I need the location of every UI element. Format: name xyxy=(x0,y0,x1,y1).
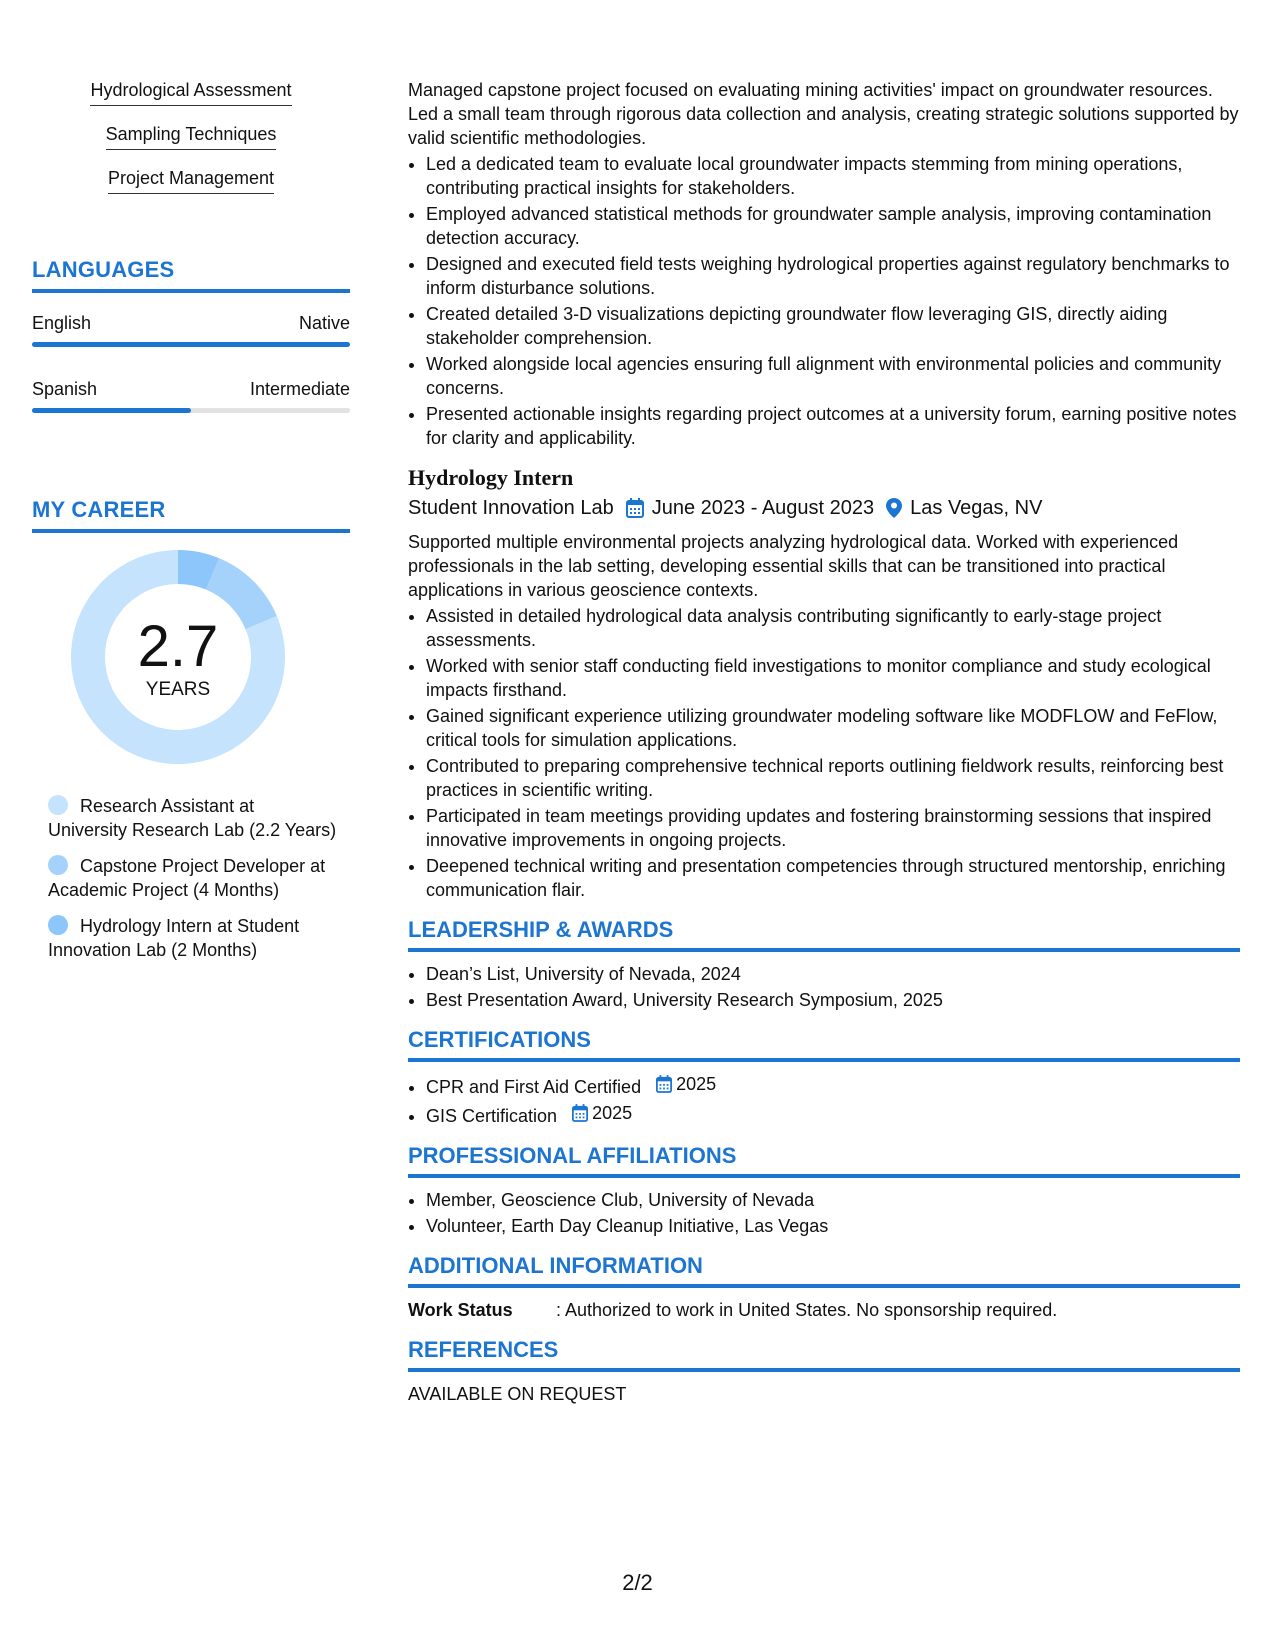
intern-summary: Supported multiple environmental projects analyzing hydrological data. Worked with experienced professionals in the lab setting, developing essential skills that can be transitioned into practical applications in various geoscience contexts. xyxy=(408,532,1179,600)
legend-dot xyxy=(48,855,68,875)
career-total-years: 2.7 xyxy=(137,614,219,679)
list-item: • Created detailed 3-D visualizations depicting groundwater flow leveraging GIS, directly aiding stakeholder comprehension. xyxy=(426,302,1240,350)
section-divider xyxy=(408,948,1240,952)
references-heading: REFERENCES xyxy=(408,1337,559,1362)
intern-bullets xyxy=(408,604,1240,902)
skills-list xyxy=(32,78,350,194)
affiliations-list xyxy=(408,1188,1240,1238)
languages-heading: LANGUAGES xyxy=(32,257,175,282)
certification-year: 2025 xyxy=(676,1074,717,1094)
section-divider xyxy=(408,1174,1240,1178)
language-name: English xyxy=(32,313,92,333)
location-pin-icon xyxy=(886,498,902,518)
list-item: • Assisted in detailed hydrological data analysis contributing significantly to early-stage project assessments. xyxy=(426,604,1240,652)
career-heading: MY CAREER xyxy=(32,497,166,522)
job-dates: June 2023 - August 2023 xyxy=(651,497,875,519)
career-legend-item: Research Assistant at University Research Lab (2.2 Years) xyxy=(48,796,337,840)
language-level: Native xyxy=(298,313,350,333)
page-number: 2/2 xyxy=(622,1570,653,1595)
capstone-summary: Managed capstone project focused on evaluating mining activities' impact on groundwater resources. Led a small team through rigorous data collection and analysis, creating strategic solutions supported by valid scientific methodologies. xyxy=(408,80,1239,148)
calendar-icon xyxy=(626,498,644,518)
section-divider xyxy=(32,529,350,533)
list-item: • Contributed to preparing comprehensive technical reports outlining fieldwork results, reinforcing best practices in scientific writing. xyxy=(426,754,1240,802)
list-item: • Member, Geoscience Club, University of Nevada xyxy=(426,1188,1240,1212)
list-item: • Worked with senior staff conducting field investigations to monitor compliance and study ecological impacts firsthand. xyxy=(426,654,1240,702)
legend-dot xyxy=(48,795,68,815)
additional-info-heading: ADDITIONAL INFORMATION xyxy=(408,1253,703,1278)
certification-name: GIS Certification xyxy=(426,1106,558,1126)
career-total-unit: YEARS xyxy=(145,679,211,700)
list-item: • Led a dedicated team to evaluate local groundwater impacts stemming from mining operations, contributing practical insights for stakeholders. xyxy=(426,152,1240,200)
list-item: • Dean’s List, University of Nevada, 2024 xyxy=(426,962,1240,986)
language-proficiency-fill xyxy=(32,342,350,347)
list-item: • Worked alongside local agencies ensuring full alignment with environmental policies and community concerns. xyxy=(426,352,1240,400)
skill-item: Hydrological Assessment xyxy=(32,78,350,106)
calendar-icon xyxy=(572,1104,588,1122)
list-item: • Presented actionable insights regarding project outcomes at a university forum, earning positive notes for clarity and applicability. xyxy=(426,402,1240,450)
work-status-value: : Authorized to work in United States. No sponsorship required. xyxy=(556,1300,1058,1320)
list-item xyxy=(426,1072,1240,1099)
section-divider xyxy=(408,1368,1240,1372)
capstone-bullets xyxy=(408,152,1240,450)
list-item: • Deepened technical writing and presentation competencies through structured mentorship, enriching communication flair. xyxy=(426,854,1240,902)
job-company: Student Innovation Lab xyxy=(408,497,614,519)
list-item: • Volunteer, Earth Day Cleanup Initiative, Las Vegas xyxy=(426,1214,1240,1238)
language-proficiency-bar xyxy=(32,408,350,413)
language-item xyxy=(32,377,350,413)
certification-name: CPR and First Aid Certified xyxy=(426,1077,642,1097)
career-legend-item: Hydrology Intern at Student Innovation Lab (2 Months) xyxy=(48,916,300,960)
section-divider xyxy=(32,289,350,293)
certification-year: 2025 xyxy=(592,1103,633,1123)
left-column xyxy=(32,78,350,522)
career-donut-chart xyxy=(66,545,290,769)
languages-section xyxy=(32,256,350,413)
career-legend-item: Capstone Project Developer at Academic Project (4 Months) xyxy=(48,856,326,900)
list-item xyxy=(426,1101,1240,1128)
certifications-heading: CERTIFICATIONS xyxy=(408,1027,591,1052)
references-text: AVAILABLE ON REQUEST xyxy=(408,1384,627,1404)
list-item: • Designed and executed field tests weighing hydrological properties against regulatory benchmarks to inform disturbance solutions. xyxy=(426,252,1240,300)
language-item xyxy=(32,311,350,347)
list-item: • Employed advanced statistical methods for groundwater sample analysis, improving contamination detection accuracy. xyxy=(426,202,1240,250)
awards-heading: LEADERSHIP & AWARDS xyxy=(408,917,674,942)
career-legend xyxy=(48,794,338,974)
language-proficiency-fill xyxy=(32,408,191,413)
list-item: • Participated in team meetings providing updates and fostering brainstorming sessions that inspired innovative improvements in ongoing projects. xyxy=(426,804,1240,852)
calendar-icon xyxy=(656,1075,672,1093)
language-level: Intermediate xyxy=(249,379,350,399)
section-divider xyxy=(408,1058,1240,1062)
list-item: • Gained significant experience utilizing groundwater modeling software like MODFLOW and FeFlow, critical tools for simulation applications. xyxy=(426,704,1240,752)
language-proficiency-bar xyxy=(32,342,350,347)
language-name: Spanish xyxy=(32,379,98,399)
section-divider xyxy=(408,1284,1240,1288)
certifications-list xyxy=(408,1072,1240,1128)
awards-list xyxy=(408,962,1240,1012)
career-section xyxy=(32,496,350,533)
job-meta xyxy=(408,494,1240,522)
work-status-row xyxy=(408,1298,1240,1322)
right-column xyxy=(408,78,1240,1406)
affiliations-heading: PROFESSIONAL AFFILIATIONS xyxy=(408,1143,737,1168)
skill-item: Sampling Techniques xyxy=(32,122,350,150)
list-item: • Best Presentation Award, University Research Symposium, 2025 xyxy=(426,988,1240,1012)
job-location: Las Vegas, NV xyxy=(910,497,1043,519)
skill-item: Project Management xyxy=(32,166,350,194)
job-title: Hydrology Intern xyxy=(408,465,574,490)
work-status-label: Work Status xyxy=(408,1300,513,1320)
legend-dot xyxy=(48,915,68,935)
